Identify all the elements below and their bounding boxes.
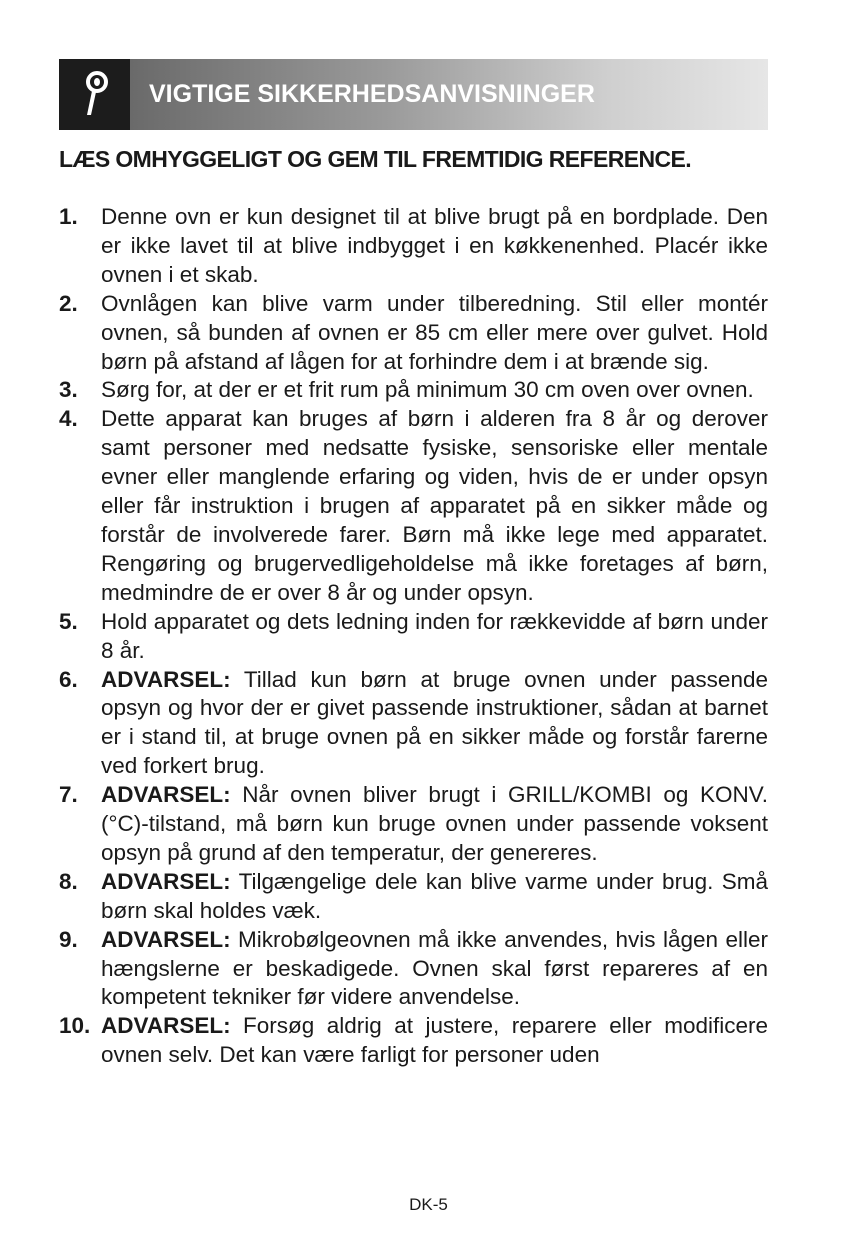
- list-item: [59, 1012, 768, 1070]
- list-item: [59, 405, 768, 607]
- section-title: VIGTIGE SIKKERHEDSANVISNINGER: [149, 80, 595, 108]
- item-text: Forsøg aldrig at justere, reparere eller modificere ovnen selv. Det kan være farligt for personer uden: [101, 1013, 768, 1068]
- safety-list: [59, 203, 768, 1070]
- list-item: [59, 608, 768, 666]
- item-number: 10.: [59, 1013, 91, 1039]
- warning-label: ADVARSEL:: [101, 782, 231, 808]
- item-number: 1.: [59, 204, 78, 229]
- warning-label: ADVARSEL:: [101, 868, 231, 894]
- item-number: 2.: [59, 290, 78, 316]
- item-text: Hold apparatet og dets ledning inden for rækkevidde af børn under 8 år.: [101, 608, 768, 663]
- item-number: 8.: [59, 868, 78, 894]
- item-number: 3.: [59, 377, 78, 403]
- item-text: Denne ovn er kun designet til at blive brugt på en bordplade. Den er ikke lavet til at blive indbygget i en køkkenenhed. Placér ikke ovnen i et skab.: [101, 204, 768, 287]
- list-item: [59, 781, 768, 868]
- item-number: 5.: [59, 608, 78, 634]
- list-item: [59, 666, 768, 782]
- item-text: Tilgængelige dele kan blive varme under brug. Små børn skal holdes væk.: [101, 868, 768, 923]
- item-text: Når ovnen bliver brugt i GRILL/KOMBI og KONV.(°C)-tilstand, må børn kun bruge ovnen under passende voksent opsyn på grund af den temperatur, der genereres.: [101, 782, 768, 865]
- item-text: Ovnlågen kan blive varm under tilberedning. Stil eller montér ovnen, så bunden af ovnen er 85 cm eller mere over gulvet. Hold børn på afstand af lågen for at forhindre dem i at brænde sig.: [101, 290, 768, 374]
- item-number: 9.: [59, 926, 78, 952]
- list-item: [59, 926, 768, 1013]
- warning-label: ADVARSEL:: [101, 926, 231, 952]
- warning-label: ADVARSEL:: [101, 666, 231, 692]
- list-item: [59, 868, 768, 926]
- item-text: Dette apparat kan bruges af børn i alderen fra 8 år og derover samt personer med nedsatte fysiske, sensoriske eller mentale evner eller manglende erfaring og viden, hvis de er under opsyn eller får instruktion i brugen af apparatet på en sikker måde og forstår de involverede farer. Børn må ikke lege med apparatet. Rengøring og brugervedligeholdelse må ikke foretages af børn, medmindre de er over 8 år og under opsyn.: [101, 406, 768, 605]
- list-item: [59, 203, 768, 290]
- page-number: DK-5: [409, 1195, 448, 1214]
- item-text: Tillad kun børn at bruge ovnen under passende opsyn og hvor der er givet passende instruktioner, sådan at barnet er i stand til, at bruge ovnen på en sikker måde og forstår farerne ved forkert brug.: [101, 666, 768, 779]
- warning-label: ADVARSEL:: [101, 1013, 231, 1039]
- section-header: [59, 59, 768, 130]
- header-bar: [130, 59, 768, 130]
- item-number: 4.: [59, 406, 78, 432]
- list-item: [59, 290, 768, 377]
- list-item: [59, 376, 768, 405]
- item-text: Mikrobølgeovnen må ikke anvendes, hvis lågen eller hængslerne er beskadigede. Ovnen skal først repareres af en kompetent tekniker før videre anvendelse.: [101, 926, 768, 1010]
- item-text: Sørg for, at der er et frit rum på minimum 30 cm oven over ovnen.: [101, 377, 754, 403]
- info-pin-icon: [59, 59, 130, 130]
- subheading: LÆS OMHYGGELIGT OG GEM TIL FREMTIDIG REFERENCE.: [59, 146, 692, 172]
- item-number: 6.: [59, 666, 78, 692]
- item-number: 7.: [59, 782, 78, 808]
